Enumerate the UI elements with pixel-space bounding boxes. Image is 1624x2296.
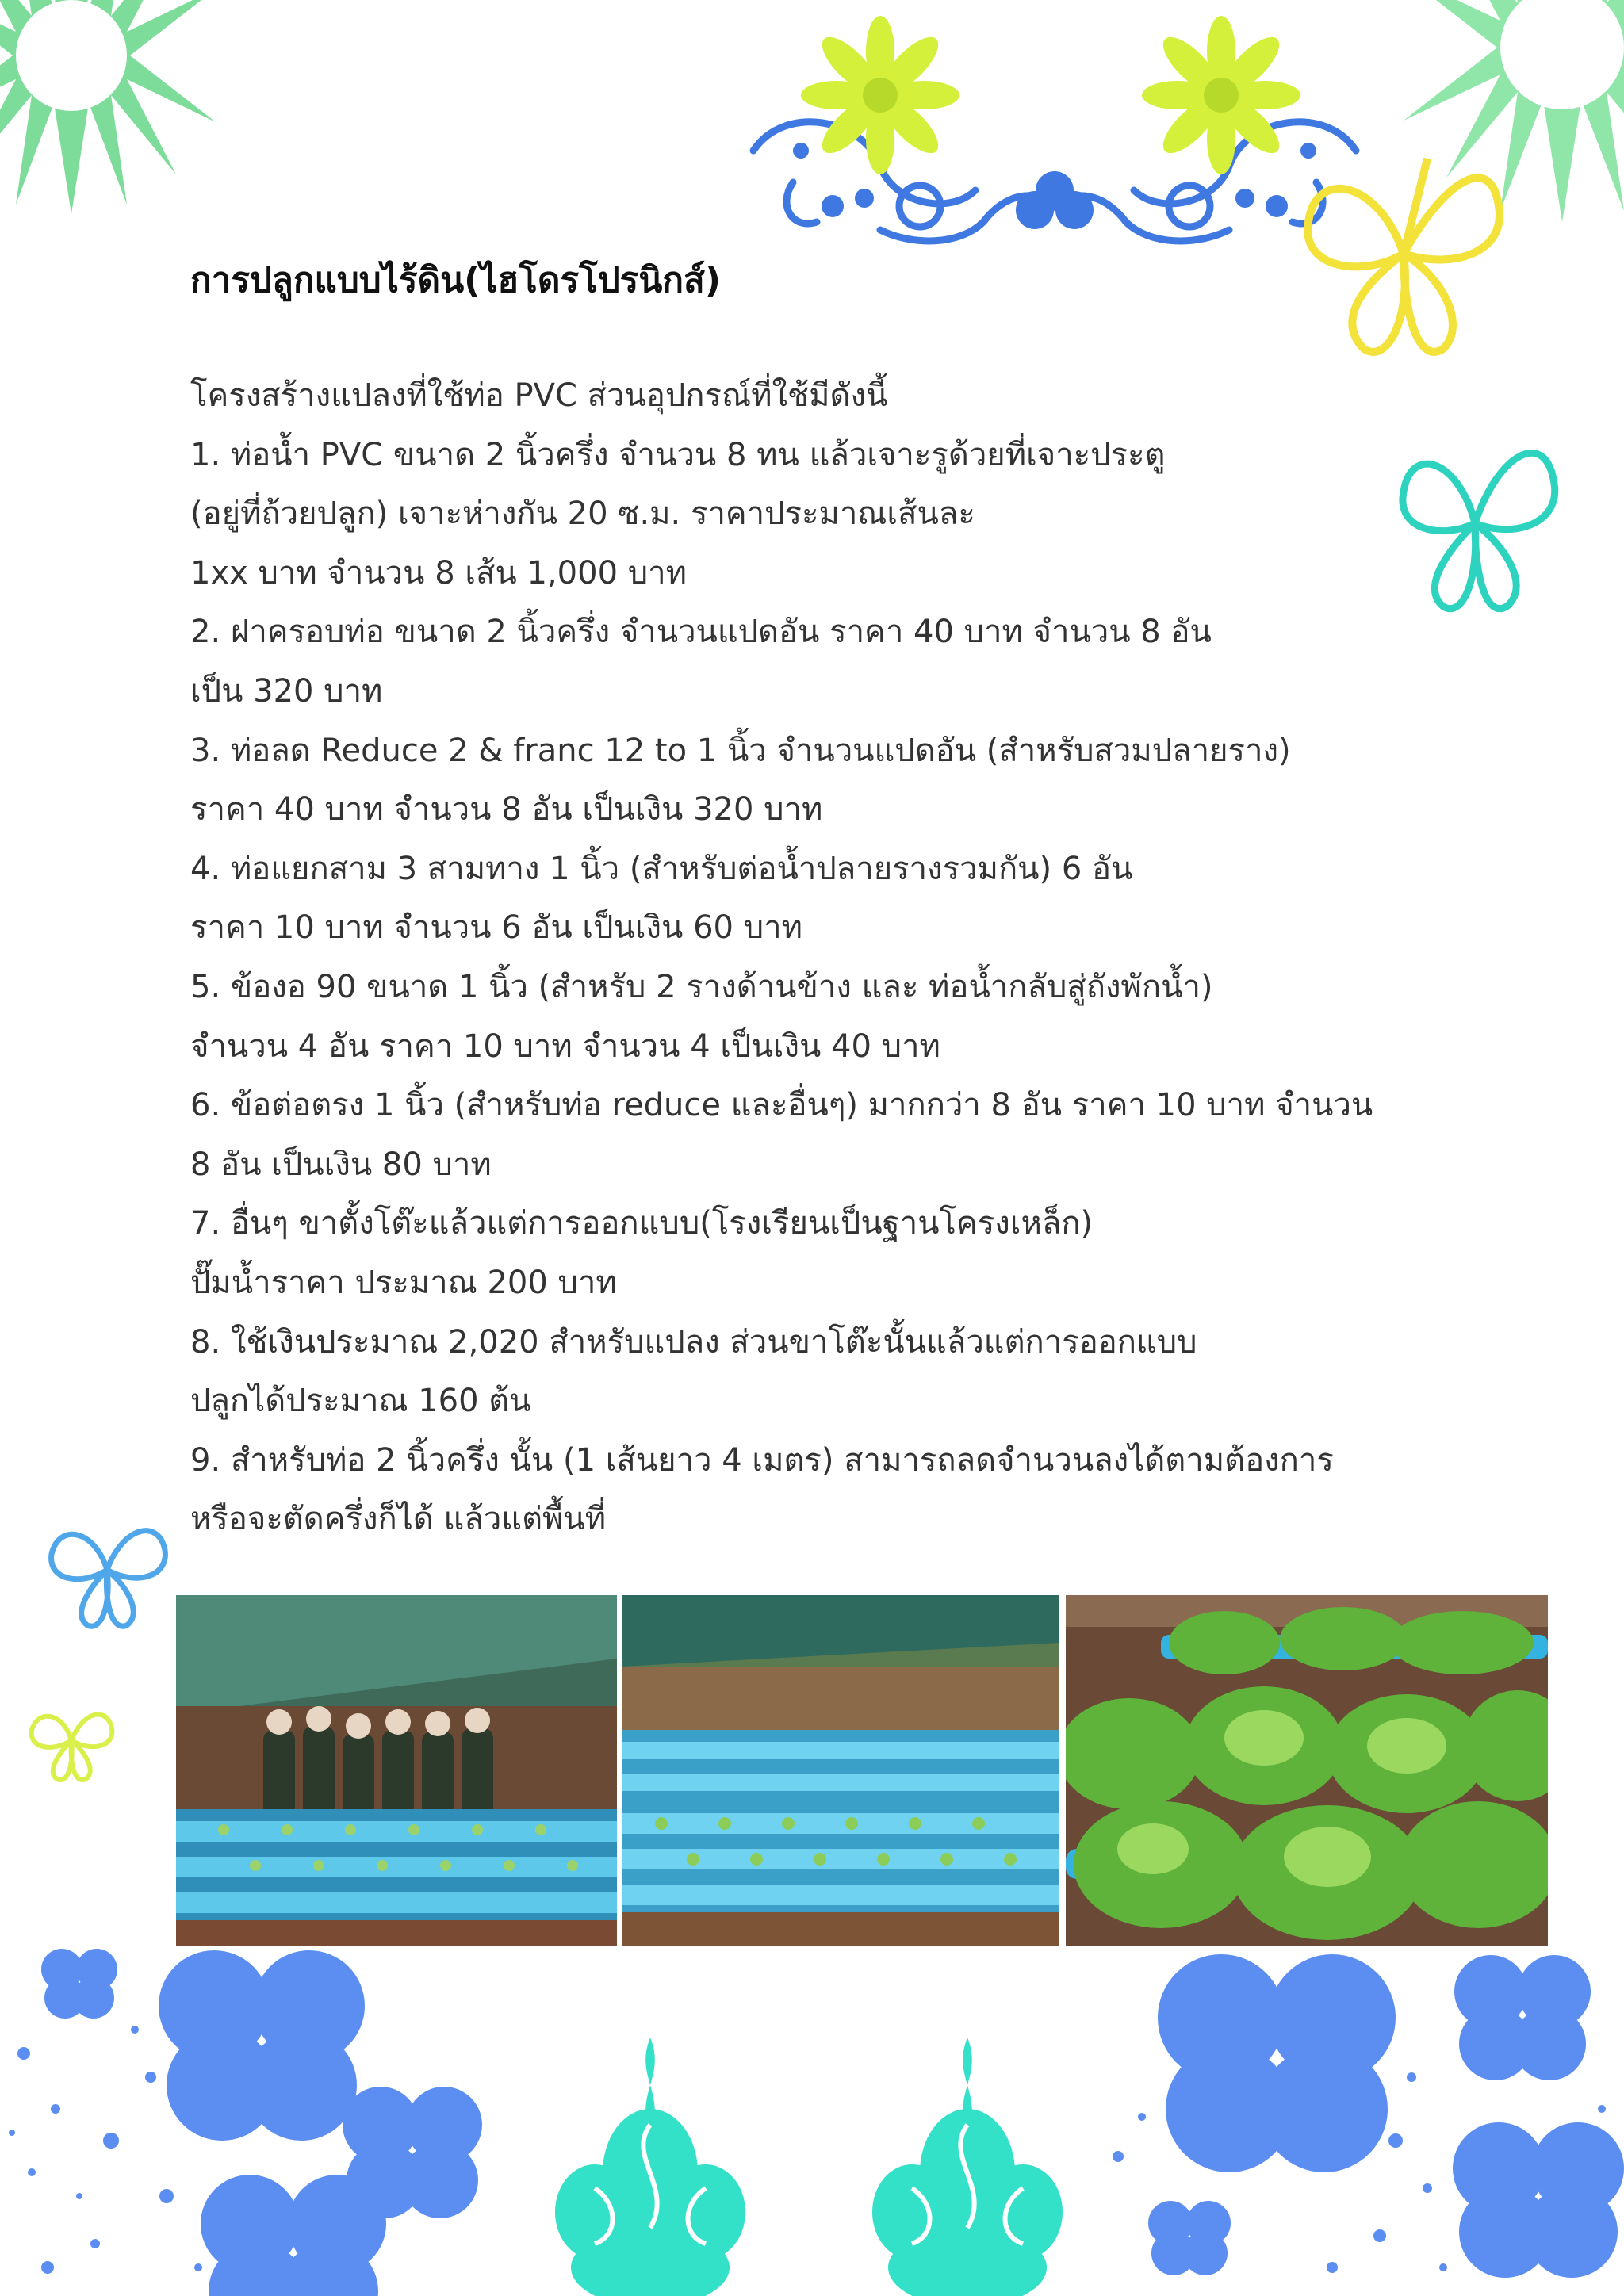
text-line: 8 อัน เป็นเงิน 80 บาท: [190, 1146, 492, 1183]
photo-lettuce-close-up: [1064, 1594, 1549, 1947]
text-line: 7. อื่นๆ ขาตั้งโต๊ะแล้วแต่การออกแบบ(โรงเรียนเป็นฐานโครงเหล็ก): [190, 1205, 1094, 1242]
teal-damask-ornament: [864, 2030, 1071, 2296]
teal-damask-ornament: [547, 2030, 753, 2296]
yellow-butterfly-decoration: [1285, 135, 1522, 373]
lime-butterfly-decoration: [24, 1697, 119, 1784]
green-starburst-decoration: [0, 0, 238, 222]
text-line: (อยู่ที่ถ้วยปลูก) เจาะห่างกัน 20 ซ.ม. ราคาประมาณเส้นละ: [190, 496, 975, 533]
text-line: ปลูกได้ประมาณ 160 ต้น: [190, 1383, 531, 1420]
text-line: 5. ข้องอ 90 ขนาด 1 นิ้ว (สำหรับ 2 รางด้านข้าง และ ท่อน้ำกลับสู่ถังพักน้ำ): [190, 968, 1213, 1005]
blue-clover-decoration: [0, 1934, 571, 2296]
blue-clover-decoration: [1094, 1934, 1624, 2296]
blue-butterfly-decoration: [40, 1506, 174, 1633]
text-line: ปั๊มน้ำราคา ประมาณ 200 บาท: [190, 1264, 617, 1301]
text-line: 1xx บาท จำนวน 8 เส้น 1,000 บาท: [190, 554, 687, 591]
text-line: 9. สำหรับท่อ 2 นิ้วครึ่ง นั้น (1 เส้นยาว 4 เมตร) สามารถลดจำนวนลงได้ตามต้องการ: [190, 1441, 1334, 1479]
photo-students-greenhouse: [174, 1594, 619, 1947]
text-line: 3. ท่อลด Reduce 2 & franc 12 to 1 นิ้ว จำนวนแปดอัน (สำหรับสวมปลายราง): [190, 732, 1291, 769]
text-line: 1. ท่อน้ำ PVC ขนาด 2 นิ้วครึ่ง จำนวน 8 ทน แล้วเจาะรูด้วยที่เจาะประตู: [190, 436, 1166, 473]
body-text: [190, 366, 1586, 1549]
text-line: หรือจะตัดครึ่งก็ได้ แล้วแต่พื้นที่: [190, 1501, 607, 1538]
text-line: จำนวน 4 อัน ราคา 10 บาท จำนวน 4 เป็นเงิน 40 บาท: [190, 1027, 940, 1065]
text-line: ราคา 10 บาท จำนวน 6 อัน เป็นเงิน 60 บาท: [190, 909, 802, 947]
text-line: เป็น 320 บาท: [190, 672, 383, 710]
page-title: การปลูกแบบไร้ดิน(ไฮโดรโปรนิกส์): [190, 260, 721, 300]
text-line: ราคา 40 บาท จำนวน 8 อัน เป็นเงิน 320 บาท: [190, 791, 823, 828]
text-line: 2. ฝาครอบท่อ ขนาด 2 นิ้วครึ่ง จำนวนแปดอัน ราคา 40 บาท จำนวน 8 อัน: [190, 614, 1212, 651]
text-line: โครงสร้างแปลงที่ใช้ท่อ PVC ส่วนอุปกรณ์ที่ใช้มีดังนี้: [190, 377, 888, 414]
text-line: 8. ใช้เงินประมาณ 2,020 สำหรับแปลง ส่วนขาโต๊ะนั้นแล้วแต่การออกแบบ: [190, 1323, 1197, 1360]
photo-hydroponic-tables: [620, 1594, 1061, 1947]
text-line: 4. ท่อแยกสาม 3 สามทาง 1 นิ้ว (สำหรับต่อน้ำปลายรางรวมกัน) 6 อัน: [190, 850, 1133, 887]
text-line: 6. ข้อต่อตรง 1 นิ้ว (สำหรับท่อ reduce และอื่นๆ) มากกว่า 8 อัน ราคา 10 บาท จำนวน: [190, 1087, 1373, 1124]
